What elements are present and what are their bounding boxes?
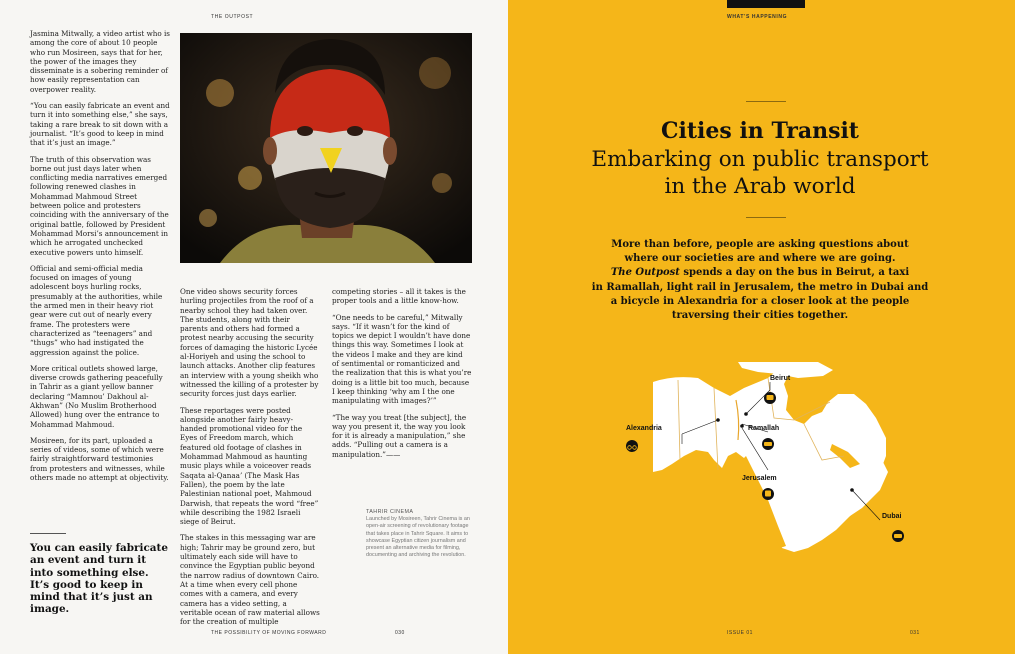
intro-line: a bicycle in Alexandria for a closer look at the people bbox=[610, 295, 910, 307]
title-rule-top bbox=[746, 101, 786, 102]
subtitle-line: in the Arab world bbox=[664, 174, 856, 199]
portrait-photo bbox=[180, 33, 472, 263]
paragraph: competing stories – all it takes is the proper tools and a little know-how. bbox=[332, 287, 466, 306]
title-rule-bottom bbox=[746, 217, 786, 218]
page-number-right: 031 bbox=[910, 630, 920, 636]
bicycle-icon bbox=[626, 440, 638, 452]
city-dot-alexandria bbox=[716, 418, 720, 422]
subtitle-line: Embarking on public transport bbox=[591, 147, 929, 172]
paragraph: “One needs to be careful,” Mitwally says. “If it wasn’t for the kind of topics we depict I wouldn’t have done things this way. Sometimes I look at the videos I make and they are kind of sentimental or romanticized and the realization that this is what you’re doing is a little bit too much, because I keep thinking ‘why am I the one manipulating with images?’” bbox=[332, 312, 472, 406]
intro-line: in Ramallah, light rail in Jerusalem, the metro in Dubai and bbox=[591, 281, 929, 293]
paragraph: The stakes in this messaging war are high; Tahrir may be ground zero, but ultimately each side will have to convince the Egyptian public beyond the narrow radius of downtown Cairo. At a time when every cell phone comes with a camera, and every camera has a video setting, a veritable ocean of raw material allows for the creation of multiple bbox=[180, 533, 320, 627]
folio-section-right: ISSUE 01 bbox=[727, 630, 753, 636]
folio-section-left: THE POSSIBILITY OF MOVING FORWARD bbox=[211, 630, 327, 636]
paragraph: Mosireen, for its part, uploaded a series of videos, some of which were fairly straightforward testimonies from protesters and witnesses, while others made no attempt at objectivity. bbox=[30, 435, 169, 483]
intro-line-rest: spends a day on the bus in Beirut, a taxi bbox=[679, 267, 910, 279]
city-dot-dubai bbox=[850, 488, 854, 492]
taxi-icon bbox=[762, 438, 774, 450]
page-number-left: 030 bbox=[395, 630, 405, 636]
feature-subtitle bbox=[540, 146, 980, 200]
article-column-1 bbox=[30, 29, 170, 482]
painted-face-portrait bbox=[180, 33, 472, 263]
paragraph: One video shows security forces hurling projectiles from the roof of a nearby school they had taken over. The students, along with their parents and others had formed a protest nearby accusing the security forces of damaging the historic Lycée al-Horiyeh and using the school to launch attacks. Another clip features an interview with a young sheikh who witnessed the killing of a protester by security forces just days earlier. bbox=[180, 287, 319, 399]
running-head-left: THE OUTPOST bbox=[211, 14, 254, 20]
map-label-beirut: Beirut bbox=[770, 375, 791, 382]
intro-line: where our societies are and where we are going. bbox=[624, 253, 896, 265]
article-column-2 bbox=[180, 287, 320, 626]
intro-line bbox=[580, 266, 940, 280]
arab-world-map bbox=[618, 360, 918, 575]
bus-icon bbox=[764, 392, 776, 404]
feature-title: Cities in Transit bbox=[661, 118, 859, 144]
paragraph: The truth of this observation was borne out just days later when conflicting media narratives emerged following renewed clashes in Mohammad Mahmoud Street between police and protesters coinciding with the anniversary of the original battle, followed by President Mohammad Morsi’s announcement in which he arrogated unchecked executive powers unto himself. bbox=[30, 154, 169, 257]
pull-quote-rule bbox=[30, 533, 66, 534]
article-column-3 bbox=[332, 287, 472, 459]
caption-body: Launched by Mosireen, Tahrir Cinema is an open-air screening of revolutionary footage that takes place in Tahrir Square. It aims to showcase Egyptian citizen journalism and present an alternative media for filming, documenting and archiving the revolution. bbox=[366, 516, 470, 559]
metro-icon bbox=[892, 530, 904, 542]
paragraph: “You can easily fabricate an event and turn it into something else,” she says, taking a rare break to sit down with a journalist. “It’s good to keep in mind that it’s just an image.” bbox=[30, 101, 170, 148]
city-dot-ramallah bbox=[740, 424, 744, 428]
intro-line: traversing their cities together. bbox=[671, 310, 849, 322]
pull-quote: You can easily fabricate an event and turn it into something else. It’s good to keep in mind that it’s just an image. bbox=[30, 542, 168, 616]
caption-title: TAHRIR CINEMA bbox=[366, 509, 414, 515]
running-head-right: WHAT’S HAPPENING bbox=[727, 14, 788, 20]
paragraph: “The way you treat [the subject], the way you present it, the way you look for it is already a manipulation,” she adds. “Pulling out a camera is a manipulation.”—— bbox=[332, 412, 467, 459]
map-graphic bbox=[618, 360, 918, 575]
tram-icon bbox=[762, 488, 774, 500]
paragraph: More critical outlets showed large, diverse crowds gathering peacefully in Tahrir as a giant yellow banner declaring “Mamnou’ Dakhoul al-Akhwan” (No Muslim Brotherhood Allowed) hung over the entrance to Mohammad Mahmoud. bbox=[30, 363, 163, 429]
publication-name: The Outpost bbox=[610, 267, 680, 279]
map-label-ramallah: Ramallah bbox=[748, 425, 780, 432]
map-label-jerusalem: Jerusalem bbox=[742, 475, 777, 482]
paragraph: These reportages were posted alongside another fairly heavy-handed promotional video for the Eyes of Freedom march, which featured old footage of clashes in Mohammad Mahmoud as haunting music plays while a voiceover reads Saqata al-Qanaa’ (The Mask Has Fallen), the poem by the late Palestinian national poet, Mahmoud Darwish, that repeats the word “free” while describing the 1982 Israeli siege of Beirut. bbox=[180, 405, 319, 527]
city-dot-beirut bbox=[744, 412, 748, 416]
photo-caption bbox=[366, 509, 471, 559]
map-label-alexandria: Alexandria bbox=[626, 425, 662, 432]
section-tab bbox=[727, 0, 805, 8]
paragraph: Jasmina Mitwally, a video artist who is among the core of about 10 people who run Mosireen, says that for her, the power of the images they disseminate is a sobering reminder of how easily representation can overpower reality. bbox=[30, 29, 170, 94]
map-label-dubai: Dubai bbox=[882, 513, 902, 520]
intro-line: More than before, people are asking questions about bbox=[611, 239, 909, 250]
feature-intro bbox=[580, 238, 940, 323]
paragraph: Official and semi-official media focused on images of young adolescent boys hurling rocks, presumably at the authorities, while the armed men in their heavy riot gear were cut out of nearly every frame. The protesters were characterized as “teenagers” and “thugs” who had instigated the aggression against the police. bbox=[30, 263, 163, 357]
